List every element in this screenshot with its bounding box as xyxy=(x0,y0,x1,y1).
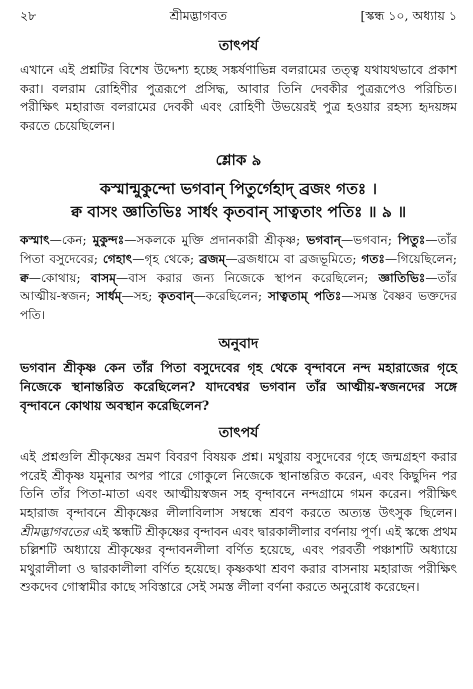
translation-section xyxy=(20,332,457,415)
synonym-word: জ্ঞাতিভিঃ xyxy=(378,270,426,285)
verse-text xyxy=(20,177,457,223)
synonym-item: কস্মাৎ—কেন; xyxy=(20,233,93,248)
synonym-item: ক্ব—কোথায়; xyxy=(20,270,91,285)
purport-heading: তাৎপর্য xyxy=(218,38,259,54)
synonym-meaning: তাঁর পিতা বসুদেবের; xyxy=(20,233,457,266)
synonym-word: বাসম্ xyxy=(90,270,117,285)
synonym-meaning: সহ; xyxy=(133,289,159,304)
synonym-item: কৃতবান্—করেছিলেন; xyxy=(158,289,268,304)
translation-paragraph: ভগবান শ্রীকৃষ্ণ কেন তাঁর পিতা বসুদেবের গৃহ থেকে বৃন্দাবনে নন্দ মহারাজের গৃহে নিজেকে স্থানান্তরিত করেছিলেন? যাদবেশ্বর ভগবান তাঁর আত্মীয়-স্বজনদের সঙ্গে বৃন্দাবনে কোথায় অবস্থান করেছিলেন? xyxy=(20,360,457,413)
synonym-word: গতঃ xyxy=(361,251,386,266)
synonym-meaning: করেছিলেন; xyxy=(205,289,268,304)
purport-section-2 xyxy=(20,421,457,597)
purport-text: এই প্রশ্নগুলি শ্রীকৃষ্ণের ভ্রমণ বিবরণ বিষয়ক প্রশ্ন। মথুরায় বসুদেবের গৃহে জন্মগ্রহণ করার পরেই শ্রীকৃষ্ণ যমুনার অপর পারে গোকুলে নিজেকে স্থানান্তরিত করেন, এবং কিছুদিন পর তিনি তাঁর পিতা-মাতা এবং আত্মীয়স্বজন সহ বৃন্দাবনে নন্দগ্রামে গমন করেন। পরীক্ষিৎ মহারাজ বৃন্দাবনে শ্রীকৃষ্ণের লীলাবিলাস সম্বন্ধে শ্রবণ করতে অত্যন্ত উৎসুক ছিলেন। xyxy=(20,449,457,520)
scripture-title: শ্রীমদ্ভাগবতের xyxy=(20,523,89,539)
synonym-item: মুকুন্দঃ—সকলকে মুক্তি প্রদানকারী শ্রীকৃষ্ণ; xyxy=(92,233,307,248)
synonym-word: গেহাৎ xyxy=(102,251,133,266)
synonym-meaning: সকলকে মুক্তি প্রদানকারী শ্রীকৃষ্ণ; xyxy=(136,233,307,248)
synonym-word: সার্ধম্ xyxy=(96,289,122,304)
synonym-item: সাত্বতাম্ পতিঃ—সমস্ত বৈষ্ণব ভক্তদের পতি। xyxy=(20,289,457,322)
synonym-meaning: গিয়েছিলেন; xyxy=(397,251,457,266)
purport-paragraph: এখানে এই প্রশ্নটির বিশেষ উদ্দেশ্য হচ্ছে সঙ্কর্ষণাভিন্ন বলরামের তত্ত্ব যথাযথভাবে প্রকাশ করা। বলরাম রোহিণীর পুত্ররূপে প্রসিদ্ধ, আবার তিনি দেবকীর পুত্ররূপেও পরিচিত। পরীক্ষিৎ মহারাজ বলরামের দেবকী এবং রোহিণী উভয়েরই পুত্র হওয়ার রহস্য হৃদয়ঙ্গম করতে চেয়েছিলেন। xyxy=(20,62,457,133)
section-reference: [স্কন্ধ ১০, অধ্যায় ১ xyxy=(360,8,457,23)
page-number: ২৮ xyxy=(20,8,37,23)
synonym-meaning: কেন; xyxy=(61,233,93,248)
verse-line-2: ক্ব বাসং জ্ঞাতিভিঃ সার্ধং কৃতবান্ সাত্বতাং পতিঃ ॥ ৯ ॥ xyxy=(70,202,407,222)
synonym-meaning: বাস করার জন্য নিজেকে স্থাপন করেছিলেন; xyxy=(128,270,379,285)
synonym-item: বাসম্—বাস করার জন্য নিজেকে স্থাপন করেছিলেন; xyxy=(90,270,379,285)
synonym-item: গেহাৎ—গৃহ থেকে; xyxy=(102,251,200,266)
synonym-word: পিতুঃ xyxy=(398,233,426,248)
synonym-item: পিতুঃ—তাঁর পিতা বসুদেবের; xyxy=(20,233,457,266)
synonym-meaning: তাঁর আত্মীয়-স্বজন; xyxy=(20,270,457,304)
verse-line-1: কস্মান্মুকুন্দো ভগবান্ পিতুর্গেহাদ্ ব্রজং গতঃ । xyxy=(99,179,378,199)
synonym-meaning: ব্রজধামে বা ব্রজভূমিতে; xyxy=(237,251,362,266)
purport-heading: তাৎপর্য xyxy=(218,425,259,442)
synonym-word: ব্রজম্ xyxy=(199,251,226,266)
synonym-meaning: ভগবান; xyxy=(353,233,398,248)
verse-section xyxy=(20,149,457,223)
purport-text: এই স্কন্ধটি শ্রীকৃষ্ণের বৃন্দাবন এবং দ্বারকালীলার বর্ণনায় পূর্ণ। এই স্কন্ধে প্রথম চল্লিশটি অধ্যায়ে শ্রীকৃষ্ণের বৃন্দাবনলীলা বর্ণিত হয়েছে, এবং পরবর্তী পঞ্চাশটি অধ্যায়ে মথুরালীলা ও দ্বারকালীলা বর্ণিত হয়েছে। কৃষ্ণকথা শ্রবণ করার বাসনায় মহারাজ পরীক্ষিৎ শুকদেব গোস্বামীর কাছে সবিস্তারে সেই সমস্ত লীলা বর্ণনা করতে অনুরোধ করেছেন। xyxy=(20,523,457,595)
purport-section-1 xyxy=(20,34,457,135)
synonym-word: কৃতবান্ xyxy=(158,289,194,304)
book-title: শ্রীমদ্ভাগবত xyxy=(169,8,228,23)
synonym-item: ব্রজম্—ব্রজধামে বা ব্রজভূমিতে; xyxy=(199,251,362,266)
synonym-item: গতঃ—গিয়েছিলেন; xyxy=(361,251,457,266)
synonym-meaning: সমস্ত বৈষ্ণব ভক্তদের পতি। xyxy=(20,289,457,322)
running-header xyxy=(20,8,457,28)
synonym-item: ভগবান্—ভগবান; xyxy=(306,233,398,248)
word-for-word-synonyms xyxy=(20,231,457,324)
synonym-word: মুকুন্দঃ xyxy=(92,233,125,248)
synonym-meaning: কোথায়; xyxy=(40,270,91,285)
synonym-item: সার্ধম্—সহ; xyxy=(96,289,159,304)
synonym-word: সাত্বতাম্ পতিঃ xyxy=(267,289,342,304)
synonym-meaning: গৃহ থেকে; xyxy=(144,251,200,266)
verse-heading: শ্লোক ৯ xyxy=(215,151,262,170)
synonym-word: কস্মাৎ xyxy=(20,233,50,248)
synonym-item: জ্ঞাতিভিঃ—তাঁর আত্মীয়-স্বজন; xyxy=(20,270,457,304)
synonym-word: ক্ব xyxy=(20,270,29,285)
synonym-word: ভগবান্ xyxy=(306,233,341,248)
translation-heading: অনুবাদ xyxy=(218,336,259,353)
purport-paragraph xyxy=(20,448,457,597)
